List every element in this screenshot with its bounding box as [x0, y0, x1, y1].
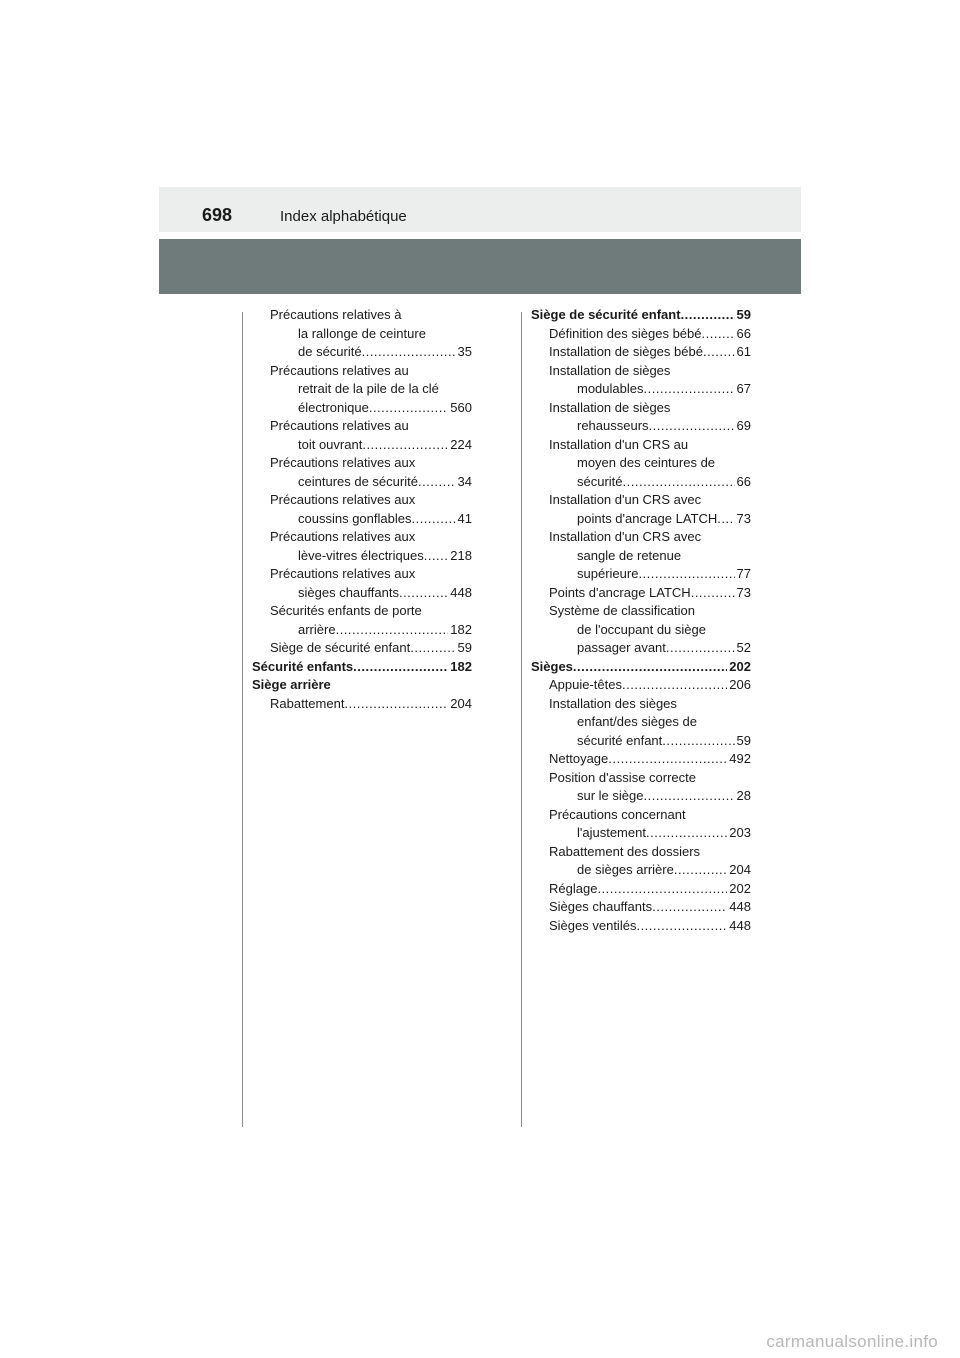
- index-entry: [531, 436, 751, 492]
- index-entry-label: Points d'ancrage LATCH: [549, 584, 691, 600]
- page-reference: 41: [457, 510, 472, 526]
- dot-leader: [638, 565, 734, 584]
- index-entry: [252, 454, 472, 491]
- page-reference: 206: [729, 677, 751, 692]
- index-entry-label: sièges chauffants: [298, 584, 399, 600]
- index-entry-line: [270, 547, 472, 566]
- index-entry-label: supérieure: [577, 566, 639, 581]
- page-reference: 448: [729, 917, 751, 933]
- dot-leader: [344, 695, 448, 714]
- page-reference: 66: [736, 473, 751, 489]
- page-reference: 34: [457, 473, 472, 489]
- page-reference: 204: [729, 862, 751, 877]
- index-entry-line: [270, 473, 472, 492]
- page-reference: 73: [736, 584, 751, 600]
- index-entry-line: [549, 473, 751, 492]
- index-entry-label: Appuie-têtes: [549, 677, 622, 692]
- index-entry-line: [549, 639, 751, 658]
- index-entry-line: [549, 676, 751, 695]
- index-entry-label: Sièges: [531, 658, 573, 674]
- page-reference: 203: [729, 825, 751, 840]
- index-entry-label: passager avant: [577, 640, 666, 655]
- index-entry: [531, 898, 751, 917]
- index-entry: [252, 602, 472, 639]
- index-entry-line: [549, 824, 751, 843]
- dot-leader: [681, 306, 735, 325]
- index-entry-label: l'ajustement: [577, 825, 646, 840]
- index-entry-label: sur le siège: [577, 788, 644, 803]
- index-entry-label: Sécurité enfants: [252, 658, 354, 674]
- index-entry: [252, 639, 472, 658]
- index-entry-line: [270, 510, 472, 529]
- index-entry: [252, 491, 472, 528]
- index-entry-label: Réglage: [549, 880, 598, 896]
- index-entry-line: [549, 880, 751, 899]
- index-entry-label: Installation de sièges: [549, 362, 671, 378]
- dot-leader: [362, 343, 456, 362]
- index-entry-label: Rabattement des dossiers: [549, 843, 701, 859]
- dot-leader: [643, 787, 734, 806]
- index-entry: [252, 658, 472, 677]
- index-entry: [252, 565, 472, 602]
- index-entry: [252, 676, 472, 695]
- index-entry-line: [549, 343, 751, 362]
- index-entry-label: de l'occupant du siège: [577, 621, 706, 637]
- index-entry-label: Précautions relatives à: [270, 307, 402, 322]
- dot-leader: [573, 658, 727, 677]
- index-entry-label: rehausseurs: [577, 418, 649, 433]
- index-entry: [531, 658, 751, 677]
- index-entry-label: sécurité enfant: [577, 732, 663, 748]
- dot-leader: [649, 417, 735, 436]
- page-reference: 448: [729, 899, 751, 914]
- index-entry: [531, 676, 751, 695]
- index-entry-line: [549, 787, 751, 806]
- page-reference: 448: [450, 584, 472, 600]
- dot-leader: [662, 732, 734, 751]
- index-entry-label: Précautions concernant: [549, 806, 686, 822]
- header-band: [159, 239, 801, 294]
- index-entry-label: Précautions relatives aux: [270, 529, 416, 544]
- index-entry-line: [270, 639, 472, 658]
- watermark: carmanualsonline.info: [766, 1332, 938, 1351]
- index-entry-line: [549, 917, 751, 936]
- page-number: 698: [202, 205, 233, 225]
- index-entry: [531, 343, 751, 362]
- page-reference: 61: [736, 344, 751, 359]
- index-entry-line: [549, 417, 751, 436]
- index-entry-line: [549, 380, 751, 399]
- index-entry-line: [549, 732, 751, 751]
- page-reference: 67: [736, 381, 751, 396]
- header-bar: [159, 187, 801, 232]
- index-entry-label: retrait de la pile de la clé: [298, 381, 439, 396]
- index-entry-label: Position d'assise correcte: [549, 769, 696, 785]
- index-entry-label: Précautions relatives aux: [270, 566, 416, 581]
- index-entry-line: [549, 861, 751, 880]
- index-entry-label: arrière: [298, 621, 336, 637]
- page-reference: 28: [736, 788, 751, 803]
- dot-leader: [717, 510, 734, 529]
- page-reference: 52: [736, 640, 751, 655]
- page-reference: 59: [457, 640, 472, 655]
- index-entry-label: la rallonge de ceinture: [298, 325, 426, 341]
- index-entry-label: Sécurités enfants de porte: [270, 603, 422, 618]
- dot-leader: [410, 639, 455, 658]
- index-entry-label: Nettoyage: [549, 751, 609, 766]
- page-reference: 492: [729, 751, 751, 766]
- index-entry-label: modulables: [577, 381, 644, 396]
- dot-leader: [411, 510, 455, 529]
- page-reference: 204: [450, 695, 472, 711]
- dot-leader: [652, 898, 727, 917]
- index-entry-label: Sièges ventilés: [549, 917, 637, 933]
- index-entry: [531, 695, 751, 751]
- dot-leader: [702, 325, 735, 344]
- index-entry-label: Installation de sièges bébé: [549, 344, 703, 359]
- page-reference: 202: [729, 658, 751, 674]
- page-reference: 182: [450, 621, 472, 637]
- index-entry-label: électronique: [298, 399, 369, 415]
- index-entry-line: [252, 658, 472, 677]
- index-entry: [531, 602, 751, 658]
- index-entry: [252, 306, 472, 362]
- index-entry-line: [270, 584, 472, 603]
- index-entry-line: [270, 343, 472, 362]
- index-entry: [252, 362, 472, 418]
- section-title: Index alphabétique: [280, 208, 407, 225]
- index-entry-label: Rabattement: [270, 695, 345, 711]
- index-entry: [531, 769, 751, 806]
- index-entry-label: Précautions relatives aux: [270, 455, 416, 470]
- index-entry-label: Installation des sièges: [549, 695, 677, 711]
- index-entry-label: toit ouvrant: [298, 436, 363, 452]
- index-entry-line: [270, 436, 472, 455]
- index-entry-line: [549, 750, 751, 769]
- index-entry: [531, 528, 751, 584]
- page-reference: 59: [736, 732, 751, 748]
- page-reference: 218: [450, 547, 472, 563]
- dot-leader: [369, 399, 448, 418]
- index-entry-label: ceintures de sécurité: [298, 473, 418, 489]
- index-entry: [531, 399, 751, 436]
- dot-leader: [703, 343, 735, 362]
- index-entry-label: Précautions relatives aux: [270, 492, 416, 507]
- dot-leader: [674, 861, 727, 880]
- index-entry-line: [549, 325, 751, 344]
- dot-leader: [644, 380, 735, 399]
- index-entry-label: Précautions relatives au: [270, 362, 409, 378]
- index-entry: [531, 806, 751, 843]
- index-entry-label: moyen des ceintures de: [577, 455, 716, 470]
- dot-leader: [691, 584, 735, 603]
- page-reference: 66: [736, 325, 751, 341]
- dot-leader: [666, 639, 735, 658]
- dot-leader: [424, 547, 449, 566]
- page-reference: 35: [457, 344, 472, 359]
- index-entry-label: Système de classification: [549, 603, 695, 618]
- index-entry: [531, 306, 751, 325]
- dot-leader: [608, 750, 727, 769]
- index-entry-label: points d'ancrage LATCH: [577, 510, 718, 526]
- page-reference: 560: [450, 399, 472, 415]
- dot-leader: [623, 473, 735, 492]
- index-entry-label: Définition des sièges bébé: [549, 325, 702, 341]
- index-entry: [531, 491, 751, 528]
- dot-leader: [353, 658, 448, 677]
- index-entry: [531, 584, 751, 603]
- index-entry: [252, 528, 472, 565]
- index-entry: [531, 362, 751, 399]
- index-column-right: [531, 306, 751, 935]
- index-entry-line: [549, 898, 751, 917]
- index-entry-label: Siège de sécurité enfant: [531, 307, 681, 322]
- index-entry-line: [531, 658, 751, 677]
- index-entry-label: Installation d'un CRS avec: [549, 529, 702, 544]
- index-entry-label: lève-vitres électriques: [298, 547, 424, 563]
- index-column-left: [252, 306, 472, 713]
- dot-leader: [597, 880, 727, 899]
- index-entry-label: Précautions relatives au: [270, 418, 409, 433]
- index-entry-label: Installation d'un CRS avec: [549, 492, 702, 507]
- index-entry: [531, 750, 751, 769]
- index-entry-line: [270, 695, 472, 714]
- index-entry-label: Sièges chauffants: [549, 899, 653, 914]
- index-entry: [531, 325, 751, 344]
- page-reference: 202: [729, 880, 751, 896]
- dot-leader: [399, 584, 448, 603]
- index-entry-label: de sièges arrière: [577, 862, 674, 877]
- index-entry-label: sécurité: [577, 473, 623, 489]
- index-entry-line: [531, 306, 751, 325]
- index-entry: [252, 417, 472, 454]
- index-entry-line: [270, 621, 472, 640]
- dot-leader: [646, 824, 727, 843]
- column-divider-right: [521, 312, 522, 1127]
- index-entry-label: Siège de sécurité enfant: [270, 640, 411, 655]
- dot-leader: [362, 436, 448, 455]
- index-entry-label: enfant/des sièges de: [577, 714, 697, 729]
- page-reference: 59: [736, 307, 751, 322]
- dot-leader: [636, 917, 727, 936]
- index-entry-line: [549, 565, 751, 584]
- page-reference: 73: [736, 510, 751, 526]
- column-divider-left: [242, 312, 243, 1127]
- index-entry: [531, 917, 751, 936]
- page-reference: 182: [450, 658, 472, 674]
- index-entry-label: Installation de sièges: [549, 399, 671, 415]
- index-entry-label: Installation d'un CRS au: [549, 436, 689, 452]
- dot-leader: [622, 676, 727, 695]
- index-entry: [252, 695, 472, 714]
- index-entry-line: [270, 399, 472, 418]
- index-entry-label: sangle de retenue: [577, 547, 682, 563]
- page-reference: 77: [736, 566, 751, 581]
- index-entry-label: de sécurité: [298, 344, 362, 359]
- index-entry-line: [549, 510, 751, 529]
- dot-leader: [336, 621, 449, 640]
- index-entry-line: [549, 584, 751, 603]
- index-entry: [531, 843, 751, 880]
- page-reference: 69: [736, 418, 751, 433]
- index-entry: [531, 880, 751, 899]
- page-reference: 224: [450, 436, 472, 452]
- dot-leader: [418, 473, 456, 492]
- index-entry-label: Siège arrière: [252, 677, 331, 692]
- index-entry-label: coussins gonflables: [298, 510, 412, 526]
